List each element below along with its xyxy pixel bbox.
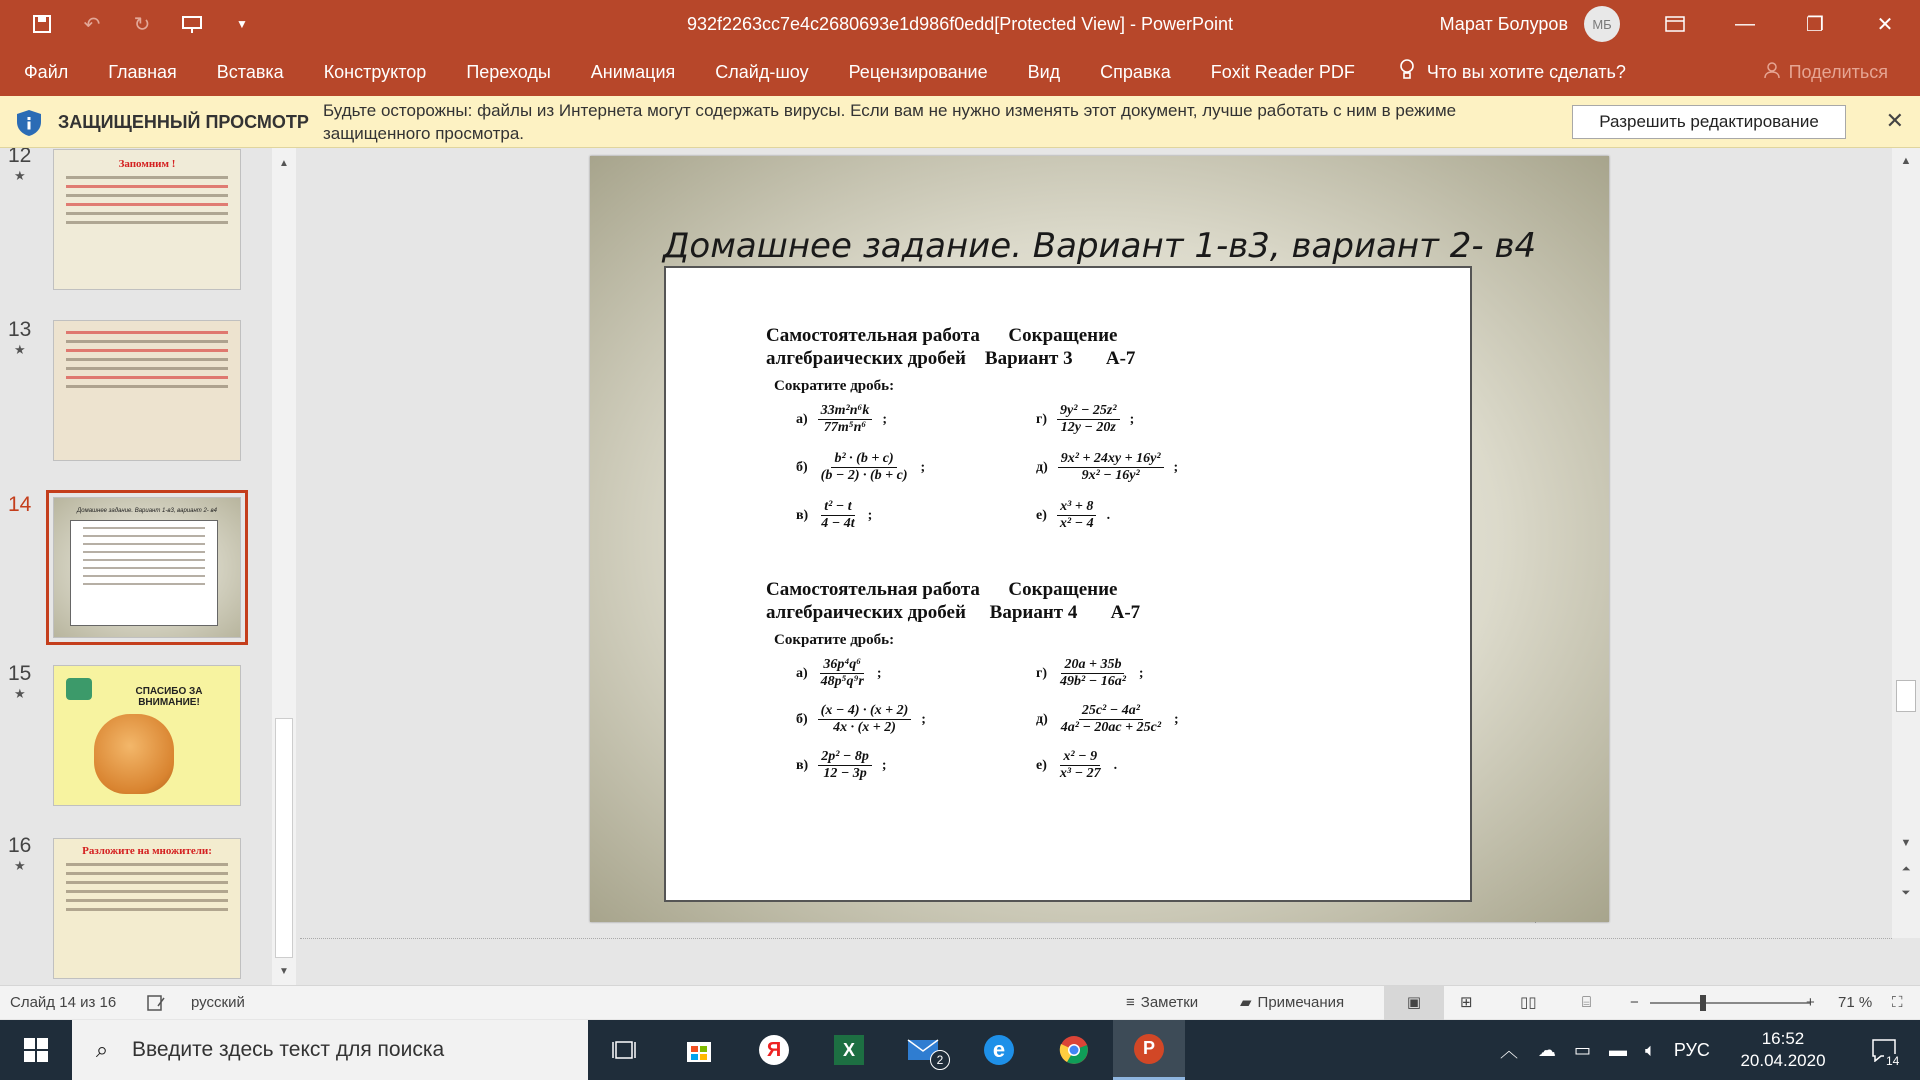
thumbnail-title: СПАСИБО ЗА ВНИМАНИЕ! xyxy=(135,686,203,708)
numerator: t² − t xyxy=(821,499,854,516)
windows-start-icon[interactable] xyxy=(0,1020,72,1080)
numerator: 25c² − 4a² xyxy=(1079,703,1143,720)
problem-label: б) xyxy=(796,459,808,475)
comments-label: Примечания xyxy=(1257,994,1345,1011)
denominator: 12y − 20z xyxy=(1060,420,1116,435)
tell-me-label: Что вы хотите сделать? xyxy=(1426,61,1626,82)
scroll-up-icon[interactable]: ▲ xyxy=(1900,155,1912,167)
thumbnail-image xyxy=(53,149,241,290)
chrome-icon[interactable] xyxy=(1038,1020,1110,1080)
ribbon-display-options-icon[interactable] xyxy=(1640,0,1710,48)
tell-me-search[interactable] xyxy=(1399,59,1626,86)
mail-badge: 2 xyxy=(930,1050,950,1070)
worksheet-instruction: Сократите дробь: xyxy=(774,378,895,394)
thumbnail-text-lines xyxy=(54,331,240,388)
problem-label: г) xyxy=(1036,665,1048,681)
worksheet-instruction: Сократите дробь: xyxy=(774,632,895,648)
slide-scrollbar[interactable] xyxy=(1892,148,1920,938)
animation-star-icon: ★ xyxy=(14,168,26,183)
reading-view-icon[interactable]: ▯▯ xyxy=(1520,994,1537,1011)
kitten-image xyxy=(94,714,174,794)
clock[interactable] xyxy=(1738,1028,1828,1072)
thumbnail-text-lines xyxy=(54,176,240,224)
fraction xyxy=(1057,657,1129,690)
problem-item xyxy=(796,499,872,532)
display-icon[interactable]: ▭ xyxy=(1574,1039,1592,1060)
task-view-icon[interactable] xyxy=(588,1020,660,1080)
notification-center-icon[interactable] xyxy=(1848,1020,1920,1080)
problem-item xyxy=(796,657,882,690)
problem-item xyxy=(796,403,887,436)
thumbnail-worksheet xyxy=(70,520,218,626)
thumbnails-scrollbar[interactable] xyxy=(272,148,296,985)
worksheet-heading: Самостоятельная работа Сокращение алгебраических дробей Вариант 3 А-7 xyxy=(766,325,1136,369)
denominator: x³ − 27 xyxy=(1059,766,1101,781)
close-icon[interactable]: ✕ xyxy=(1876,13,1894,36)
fraction xyxy=(1058,703,1164,736)
scroll-down-icon[interactable]: ▼ xyxy=(1900,837,1912,849)
yandex-browser-icon[interactable] xyxy=(738,1020,810,1080)
title-bar xyxy=(0,0,1920,48)
status-bar xyxy=(0,985,1920,1019)
thumbnail-title: Разложите на множители: xyxy=(82,845,212,857)
denominator: 49b² − 16a² xyxy=(1060,674,1126,689)
zoom-slider[interactable] xyxy=(1650,1002,1810,1004)
problem-label: а) xyxy=(796,665,808,681)
clock-date: 20.04.2020 xyxy=(1740,1051,1826,1070)
numerator: x² − 9 xyxy=(1060,749,1100,766)
thumbnail-number: 12 xyxy=(8,148,32,167)
numerator: 36p⁴q⁶ xyxy=(820,657,864,674)
share-label: Поделиться xyxy=(1788,61,1888,82)
punctuation: ; xyxy=(1174,711,1179,727)
tab-slideshow[interactable]: Слайд-шоу xyxy=(715,62,809,82)
powerpoint-logo: P xyxy=(1134,1034,1164,1064)
volume-icon[interactable]: 🔈︎ xyxy=(1645,1039,1656,1060)
notification-count: 14 xyxy=(1886,1054,1900,1068)
enable-editing-button[interactable]: Разрешить редактирование xyxy=(1572,105,1846,139)
denominator: x² − 4 xyxy=(1059,516,1094,531)
comments-button[interactable] xyxy=(1240,986,1344,1020)
shield-icon xyxy=(14,108,44,138)
avatar: МБ xyxy=(1584,6,1620,42)
punctuation: ; xyxy=(1129,411,1135,427)
clock-time: 16:52 xyxy=(1761,1029,1805,1048)
scroll-up-icon[interactable]: ▲ xyxy=(279,158,289,169)
zoom-out-icon[interactable]: − xyxy=(1630,994,1639,1011)
animation-star-icon: ★ xyxy=(14,858,26,873)
worksheet-variant-3 xyxy=(766,324,1179,545)
fraction xyxy=(1058,451,1164,484)
numerator: 2p² − 8p xyxy=(818,749,872,766)
animation-star-icon: ★ xyxy=(14,342,26,357)
thumbnail-image xyxy=(53,838,241,979)
logo-image xyxy=(66,678,92,700)
zoom-level[interactable]: 71 % xyxy=(1838,994,1873,1011)
denominator: 9x² − 16y² xyxy=(1081,468,1140,483)
fraction xyxy=(818,703,912,736)
fraction xyxy=(818,749,872,782)
thumbnail-number: 16 xyxy=(8,834,32,857)
problem-label: г) xyxy=(1036,411,1048,427)
punctuation: ; xyxy=(867,507,873,523)
spellcheck-icon[interactable] xyxy=(146,986,166,1020)
tab-animations[interactable]: Анимация xyxy=(590,62,676,82)
punctuation: ; xyxy=(876,665,882,681)
punctuation: ; xyxy=(881,757,887,773)
slide-thumbnails-pane xyxy=(0,148,272,985)
search-placeholder: Введите здесь текст для поиска xyxy=(132,1038,445,1061)
thumbnail-number: 13 xyxy=(8,318,32,341)
taskbar xyxy=(0,1020,1920,1080)
fraction xyxy=(818,403,873,436)
problem-item xyxy=(1036,403,1134,436)
zoom-in-icon[interactable]: + xyxy=(1806,994,1815,1011)
notes-divider[interactable] xyxy=(300,938,1892,939)
tab-insert[interactable]: Вставка xyxy=(216,62,284,82)
fit-to-window-icon[interactable]: ⛶ xyxy=(1892,994,1903,1011)
denominator: 4a² − 20ac + 25c² xyxy=(1060,720,1162,735)
numerator: 9y² − 25z² xyxy=(1057,403,1120,420)
problem-label: в) xyxy=(796,757,809,773)
edge-icon[interactable] xyxy=(963,1020,1035,1080)
taskbar-search[interactable] xyxy=(72,1020,588,1080)
scrollbar-thumb[interactable] xyxy=(1896,680,1916,712)
denominator: (b − 2) · (b + c) xyxy=(820,468,908,483)
language-indicator[interactable]: русский xyxy=(191,994,245,1011)
tab-help[interactable]: Справка xyxy=(1100,62,1171,82)
problem-label: в) xyxy=(796,507,809,523)
previous-slide-icon[interactable]: ⏶ xyxy=(1901,863,1911,875)
problem-label: д) xyxy=(1036,711,1048,727)
fraction xyxy=(818,657,867,690)
minimize-icon[interactable]: — xyxy=(1735,12,1755,35)
window-title: 932f2263cc7e4c2680693e1d986f0edd[Protected View] - PowerPoint xyxy=(686,14,1234,34)
scroll-down-icon[interactable]: ▼ xyxy=(279,966,289,977)
thumbnail-image xyxy=(53,320,241,461)
worksheet-image[interactable] xyxy=(664,266,1472,902)
tab-home[interactable]: Главная xyxy=(108,62,177,82)
notes-icon: ≡ xyxy=(1126,994,1135,1011)
next-slide-icon[interactable]: ⏷ xyxy=(1901,887,1911,899)
problem-label: б) xyxy=(796,711,808,727)
numerator: (x − 4) · (x + 2) xyxy=(818,703,912,720)
protected-view-bar xyxy=(0,96,1920,148)
thumbnail-title: Домашнее задание. Вариант 1-в3, вариант 2- в4 xyxy=(77,508,217,514)
punctuation: ; xyxy=(882,411,888,427)
input-language[interactable]: РУС xyxy=(1673,1039,1710,1060)
search-icon: ⌕ xyxy=(95,1037,109,1062)
thumbnail-text-lines xyxy=(71,527,217,585)
close-infobar-icon[interactable]: ✕ xyxy=(1885,108,1904,133)
fraction xyxy=(1057,749,1104,782)
slide-sorter-icon[interactable]: ⊞ xyxy=(1460,994,1473,1011)
problem-item xyxy=(796,703,926,736)
problem-item xyxy=(796,749,887,782)
system-tray xyxy=(1500,1020,1710,1080)
tab-transitions[interactable]: Переходы xyxy=(466,62,551,82)
slide-editing-area xyxy=(300,148,1892,938)
problem-item xyxy=(1036,657,1144,690)
battery-icon[interactable]: ▬ xyxy=(1609,1039,1628,1060)
slideshow-icon[interactable]: ⌸ xyxy=(1582,994,1592,1011)
punctuation: ; xyxy=(921,711,926,727)
thumbnail-number: 14 xyxy=(8,493,32,516)
problem-item xyxy=(1036,499,1110,532)
user-account[interactable] xyxy=(1440,0,1620,48)
denominator: 77m⁵n⁶ xyxy=(823,420,867,435)
window-controls xyxy=(1640,0,1920,48)
problem-item xyxy=(796,451,925,484)
worksheet-heading: Самостоятельная работа Сокращение алгебраических дробей Вариант 4 А-7 xyxy=(766,579,1141,623)
normal-view-icon[interactable]: ▣ xyxy=(1384,986,1444,1020)
thumbnail-title: Запомним ! xyxy=(118,158,176,170)
problem-grid xyxy=(796,649,1179,799)
save-icon[interactable] xyxy=(28,10,56,38)
problem-label: д) xyxy=(1036,459,1048,475)
numerator: b² · (b + c) xyxy=(831,451,896,468)
animation-star-icon: ★ xyxy=(14,686,26,701)
fraction xyxy=(1057,403,1120,436)
numerator: 20a + 35b xyxy=(1061,657,1124,674)
current-slide[interactable] xyxy=(590,156,1609,922)
excel-logo: X xyxy=(834,1035,864,1065)
protected-view-message: Будьте осторожны: файлы из Интернета могут содержать вирусы. Если вам не нужно изменять этот документ, лучше работать с ним в режиме защищенного просмотра. xyxy=(323,101,1457,143)
numerator: x³ + 8 xyxy=(1057,499,1096,516)
mail-icon[interactable] xyxy=(888,1020,960,1080)
onedrive-icon[interactable]: ☁ xyxy=(1538,1039,1556,1060)
slide-counter: Слайд 14 из 16 xyxy=(10,994,117,1011)
ribbon-tabs xyxy=(0,48,1920,96)
denominator: 4x · (x + 2) xyxy=(833,720,896,735)
punctuation: . xyxy=(1106,507,1111,523)
numerator: 33m²n⁶k xyxy=(818,403,873,420)
user-name: Марат Болуров xyxy=(1439,13,1568,34)
problem-item xyxy=(1036,451,1178,484)
problem-label: е) xyxy=(1036,757,1047,773)
punctuation: ; xyxy=(1138,665,1144,681)
excel-icon[interactable] xyxy=(813,1020,885,1080)
tab-design[interactable]: Конструктор xyxy=(323,62,427,82)
worksheet-variant-4 xyxy=(766,578,1179,799)
fraction xyxy=(1057,499,1097,532)
fraction xyxy=(818,499,857,532)
person-icon xyxy=(1763,61,1781,84)
restore-icon[interactable]: ❐ xyxy=(1806,13,1824,36)
problem-label: е) xyxy=(1036,507,1047,523)
share-button[interactable] xyxy=(1763,48,1888,96)
edge-logo: e xyxy=(984,1035,1014,1065)
customize-qat-icon[interactable]: ▼ xyxy=(236,17,248,31)
chevron-up-icon[interactable]: ︿ xyxy=(1500,1041,1518,1061)
numerator: 9x² + 24xy + 16y² xyxy=(1058,451,1164,468)
notes-label: Заметки xyxy=(1140,994,1199,1011)
protected-view-title: ЗАЩИЩЕННЫЙ ПРОСМОТР xyxy=(58,112,309,132)
tab-foxit[interactable]: Foxit Reader PDF xyxy=(1210,62,1355,82)
fraction xyxy=(818,451,911,484)
thumbnail-number: 15 xyxy=(8,662,32,685)
quick-access-toolbar xyxy=(0,0,256,48)
denominator: 48p⁵q⁹r xyxy=(820,674,864,689)
problem-grid xyxy=(796,395,1179,545)
scrollbar-thumb[interactable] xyxy=(275,718,293,958)
yandex-logo: Я xyxy=(759,1035,789,1065)
undo-icon[interactable]: ↶ xyxy=(83,13,101,36)
notes-button[interactable] xyxy=(1126,986,1198,1020)
punctuation: . xyxy=(1113,757,1118,773)
presentation-icon[interactable] xyxy=(178,10,206,38)
tab-review[interactable]: Рецензирование xyxy=(848,62,988,82)
punctuation: ; xyxy=(1173,459,1179,475)
thumbnail-text-lines xyxy=(54,863,240,911)
tab-view[interactable]: Вид xyxy=(1027,62,1061,82)
denominator: 12 − 3p xyxy=(823,766,867,781)
problem-item xyxy=(1036,749,1117,782)
redo-icon[interactable]: ↻ xyxy=(133,13,151,36)
problem-item xyxy=(1036,703,1179,736)
tab-file[interactable]: Файл xyxy=(24,62,69,82)
comment-icon: ▰ xyxy=(1240,994,1252,1011)
powerpoint-icon[interactable] xyxy=(1113,1020,1185,1080)
zoom-slider-thumb[interactable] xyxy=(1700,995,1706,1011)
thumbnail-image xyxy=(53,665,241,806)
thumbnail-image-selected xyxy=(53,497,241,638)
lightbulb-icon xyxy=(1399,59,1415,86)
microsoft-store-icon[interactable] xyxy=(663,1020,735,1080)
slide-title[interactable]: Домашнее задание. Вариант 1-в3, вариант 2- в4 xyxy=(662,226,1537,266)
denominator: 4 − 4t xyxy=(821,516,855,531)
punctuation: ; xyxy=(920,459,926,475)
problem-label: а) xyxy=(796,411,808,427)
